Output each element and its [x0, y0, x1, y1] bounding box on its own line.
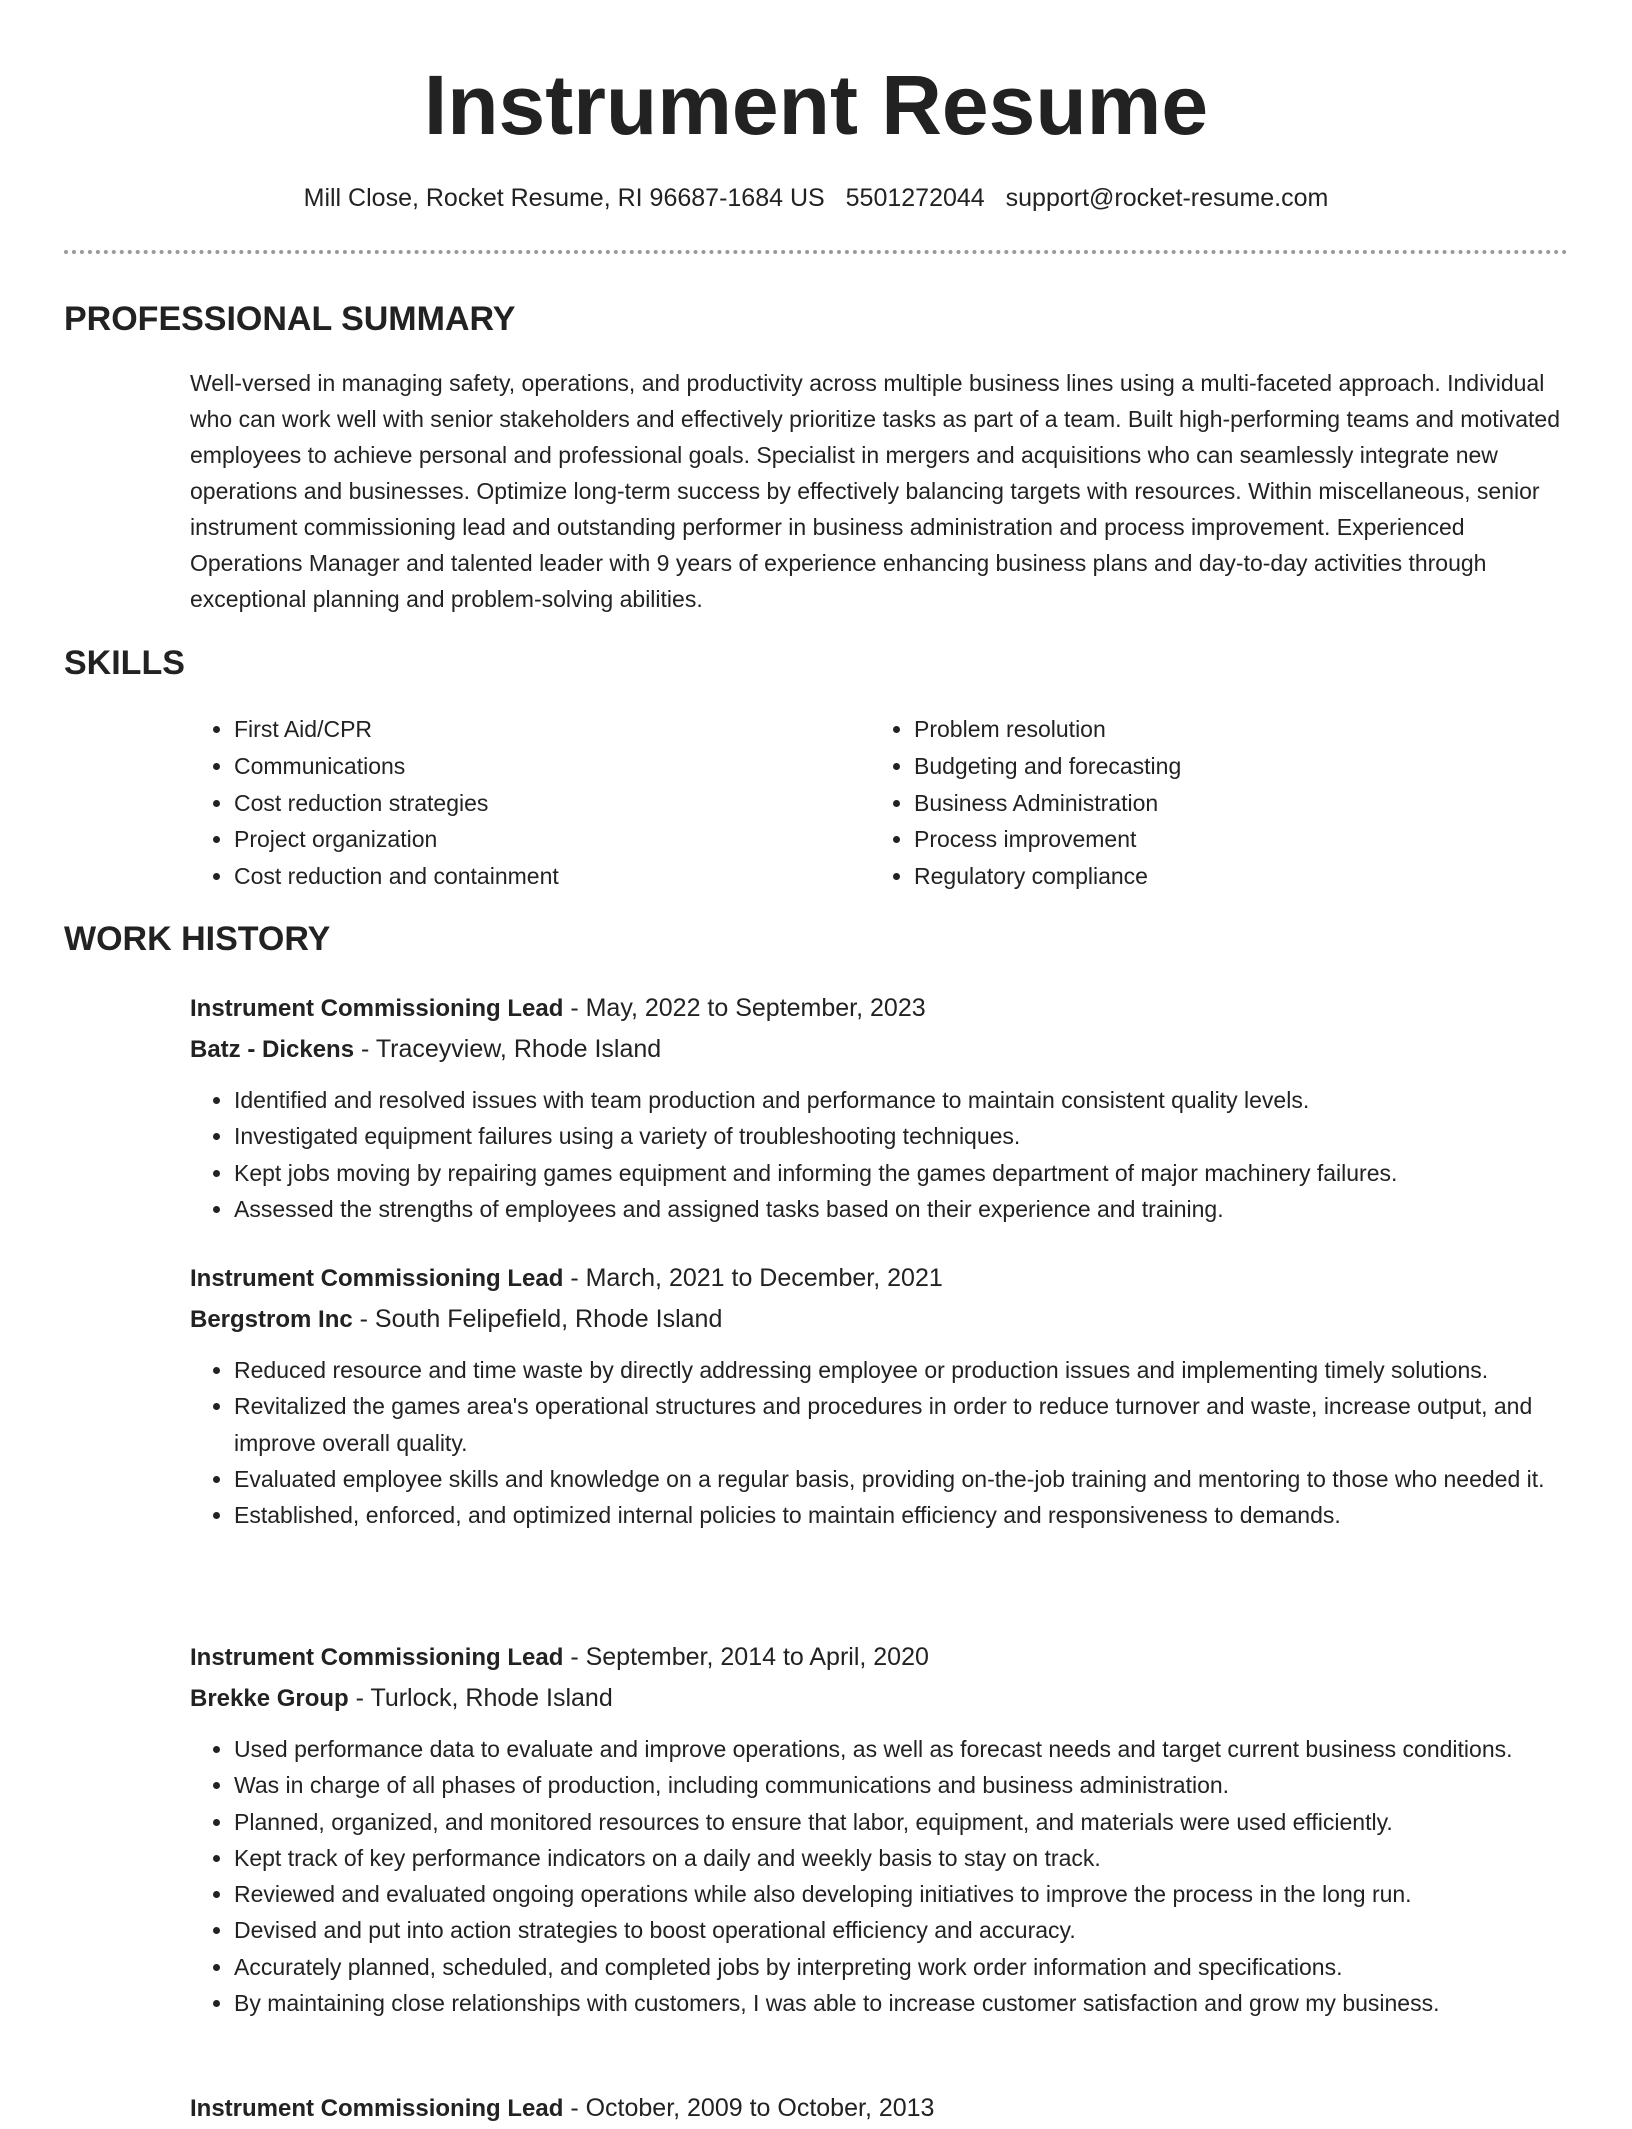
job-role: Instrument Commissioning Lead — [190, 2095, 564, 2122]
job-dates: - September, 2014 to April, 2020 — [563, 1643, 929, 1671]
job-entry — [190, 988, 1570, 1227]
job-title-line — [190, 1258, 1570, 1299]
work-history-heading: WORK HISTORY — [64, 920, 331, 958]
job-role: Instrument Commissioning Lead — [190, 1265, 564, 1292]
skills-list-left — [190, 711, 854, 895]
job-dates: - March, 2021 to December, 2021 — [563, 1264, 943, 1292]
skill-item: • Problem resolution — [914, 711, 1534, 748]
job-location: - South Felipefield, Rhode Island — [352, 1305, 723, 1333]
skills-heading: SKILLS — [64, 644, 185, 682]
job-bullet: • By maintaining close relationships with customers, I was able to increase customer satisfaction and grow my business. — [234, 1985, 1570, 2021]
job-company-line — [190, 1299, 1570, 1340]
job-bullet: • Devised and put into action strategies to boost operational efficiency and accuracy. — [234, 1912, 1570, 1948]
job-dates: - October, 2009 to October, 2013 — [563, 2094, 935, 2122]
job-company-line — [190, 1029, 1570, 1070]
job-location: - Turlock, Rhode Island — [348, 1684, 613, 1712]
job-bullets — [190, 1082, 1570, 1227]
job-bullet: • Investigated equipment failures using a variety of troubleshooting techniques. — [234, 1118, 1570, 1154]
job-bullet: • Established, enforced, and optimized internal policies to maintain efficiency and responsiveness to demands. — [234, 1497, 1570, 1533]
job-entry — [190, 1637, 1570, 2021]
skill-item: • Regulatory compliance — [914, 858, 1534, 895]
contact-address: Mill Close, Rocket Resume, RI 96687-1684 US — [303, 184, 825, 212]
job-bullets — [190, 1731, 1570, 2021]
skill-item: • Cost reduction and containment — [234, 858, 854, 895]
job-entry — [190, 2088, 1570, 2129]
job-role: Instrument Commissioning Lead — [190, 1644, 564, 1671]
job-bullet: • Used performance data to evaluate and improve operations, as well as forecast needs and target current business conditions. — [234, 1731, 1570, 1767]
job-title-line — [190, 2088, 1570, 2129]
contact-line — [0, 180, 1632, 216]
job-bullet: • Revitalized the games area's operational structures and procedures in order to reduce turnover and waste, increase output, and improve overall quality. — [234, 1388, 1570, 1461]
job-bullet: • Planned, organized, and monitored resources to ensure that labor, equipment, and materials were used efficiently. — [234, 1804, 1570, 1840]
summary-text: Well-versed in managing safety, operations, and productivity across multiple business lines using a multi-faceted approach. Individual who can work well with senior stakeholders and effectively prioritize tasks as part of a team. Built high-performing teams and motivated employees to achieve personal and professional goals. Specialist in mergers and acquisitions who can seamlessly integrate new operations and businesses. Optimize long-term success by effectively balancing targets with resources. Within miscellaneous, senior instrument commissioning lead and outstanding performer in business administration and process improvement. Experienced Operations Manager and talented leader with 9 years of experience enhancing business plans and day-to-day activities through exceptional planning and problem-solving abilities. — [190, 370, 1560, 612]
job-bullet: • Reduced resource and time waste by directly addressing employee or production issues and implementing timely solutions. — [234, 1352, 1570, 1388]
job-bullet: • Identified and resolved issues with team production and performance to maintain consistent quality levels. — [234, 1082, 1570, 1118]
skill-item: • First Aid/CPR — [234, 711, 854, 748]
job-bullets — [190, 1352, 1570, 1533]
skill-item: • Cost reduction strategies — [234, 785, 854, 822]
job-location: - Traceyview, Rhode Island — [354, 1035, 662, 1063]
job-bullet: • Kept jobs moving by repairing games equipment and informing the games department of major machinery failures. — [234, 1155, 1570, 1191]
job-bullet: • Evaluated employee skills and knowledge on a regular basis, providing on-the-job training and mentoring to those who needed it. — [234, 1461, 1570, 1497]
job-bullet: • Kept track of key performance indicators on a daily and weekly basis to stay on track. — [234, 1840, 1570, 1876]
job-dates: - May, 2022 to September, 2023 — [563, 994, 926, 1022]
skill-item: • Process improvement — [914, 821, 1534, 858]
job-role: Instrument Commissioning Lead — [190, 995, 564, 1022]
job-title-line — [190, 988, 1570, 1029]
header-divider — [64, 250, 1568, 254]
job-title-line — [190, 1637, 1570, 1678]
contact-phone: 5501272044 — [845, 184, 985, 212]
contact-email: support@rocket-resume.com — [1005, 184, 1329, 212]
job-entry — [190, 1258, 1570, 1533]
job-bullet: • Was in charge of all phases of production, including communications and business administration. — [234, 1767, 1570, 1803]
job-bullet: • Accurately planned, scheduled, and completed jobs by interpreting work order information and specifications. — [234, 1949, 1570, 1985]
resume-name: Instrument Resume — [423, 58, 1209, 152]
job-company: Bergstrom Inc — [190, 1306, 353, 1333]
summary-heading: PROFESSIONAL SUMMARY — [64, 300, 516, 338]
job-bullet: • Reviewed and evaluated ongoing operations while also developing initiatives to improve the process in the long run. — [234, 1876, 1570, 1912]
skills-list-right — [870, 711, 1534, 895]
job-company: Batz - Dickens — [190, 1036, 355, 1063]
job-company: Brekke Group — [190, 1685, 349, 1712]
skill-item: • Communications — [234, 748, 854, 785]
skill-item: • Project organization — [234, 821, 854, 858]
job-bullet: • Assessed the strengths of employees and assigned tasks based on their experience and training. — [234, 1191, 1570, 1227]
skill-item: • Business Administration — [914, 785, 1534, 822]
job-company-line — [190, 1678, 1570, 1719]
skill-item: • Budgeting and forecasting — [914, 748, 1534, 785]
